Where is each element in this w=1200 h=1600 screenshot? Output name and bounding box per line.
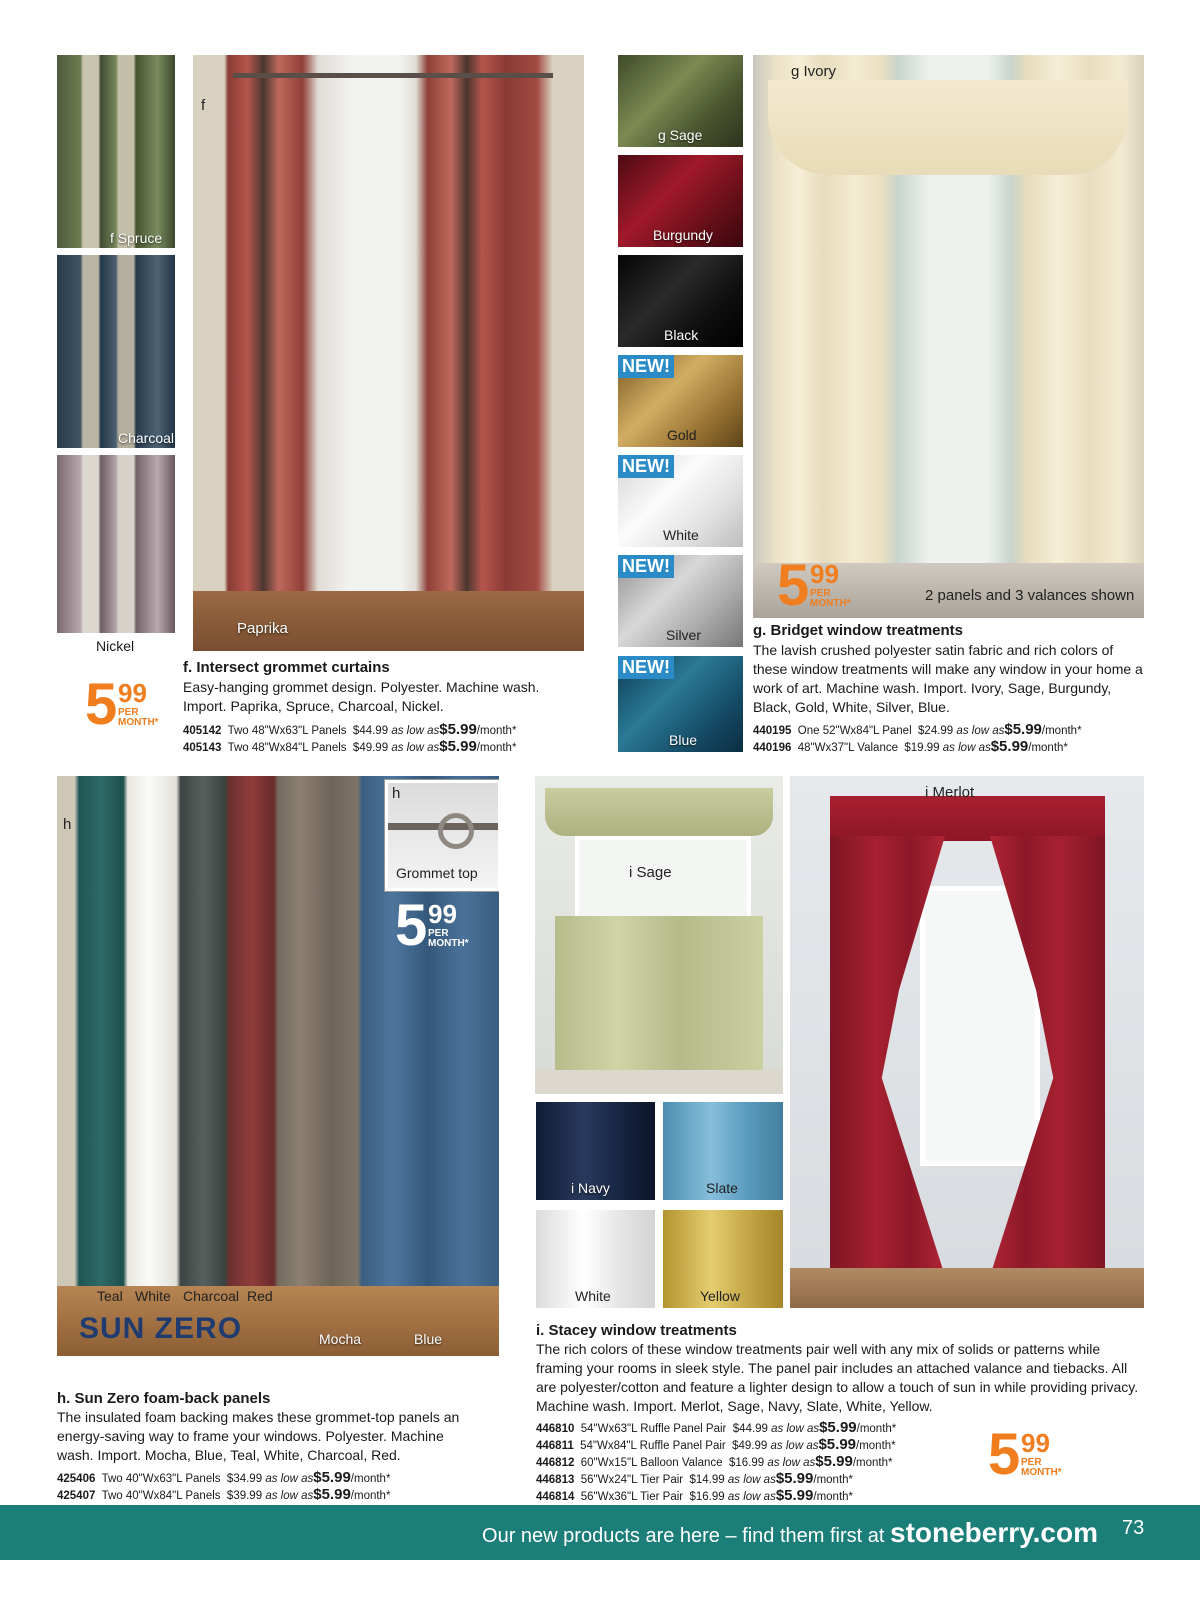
product-desc-f: Easy-hanging grommet design. Polyester. Machine wash. Import. Paprika, Spruce, Charcoal, Nickel. — [183, 679, 540, 714]
sage-label: i Sage — [629, 864, 672, 881]
paprika-curtain-photo — [193, 55, 584, 651]
product-desc-i: The rich colors of these window treatments pair well with any mix of solids or patterns while framing your rooms in sleek style. The panel pair includes an attached valance and tiebacks. All are polyester/cotton and feature a lighter design to allow a touch of sun in while providing privacy. Machine wash. Import. Merlot, Sage, Navy, Slate, White, Yellow. — [536, 1341, 1139, 1414]
shown-caption: 2 panels and 3 valances shown — [925, 587, 1135, 604]
merlot-label: i Merlot — [925, 784, 975, 801]
product-title-f: f. Intersect grommet curtains — [183, 659, 390, 676]
swatch-slate-photo: Slate — [663, 1102, 783, 1200]
swatch-blue-photo: NEW! Blue — [618, 656, 743, 752]
swatch-navy-photo: i Navy — [536, 1102, 655, 1200]
new-badge: NEW! — [618, 656, 674, 679]
price-badge-f: 5 99 PER MONTH* — [85, 672, 159, 737]
sun-zero-logo: SUN ZERO — [79, 1312, 243, 1345]
color-label: White — [135, 1288, 171, 1304]
price-badge-g: 5 99 PER MONTH* — [777, 553, 851, 618]
color-label: Charcoal — [183, 1288, 240, 1304]
merlot-curtain-photo — [790, 776, 1144, 1308]
price-badge-h: 5 99 PER MONTH* — [395, 893, 469, 958]
swatch-label: Nickel — [96, 638, 135, 654]
product-title-h: h. Sun Zero foam-back panels — [57, 1390, 271, 1407]
tier-curtain — [555, 916, 763, 1071]
page-number: 73 — [1122, 1517, 1145, 1539]
swatch-label: f Spruce — [110, 230, 163, 246]
sku-row: 425406 Two 40"Wx63"L Panels $34.99 as low as$5.99/month* — [57, 1469, 391, 1486]
swatch-gold-photo: NEW! Gold — [618, 355, 743, 447]
sku-row: 405142 Two 48"Wx63"L Panels $44.99 as low as$5.99/month* — [183, 721, 517, 738]
color-label: Teal — [97, 1288, 123, 1304]
balloon-valance — [545, 788, 773, 836]
product-title-i: i. Stacey window treatments — [536, 1322, 737, 1339]
valance — [768, 80, 1128, 175]
ivory-curtain-photo — [753, 55, 1144, 618]
curtain-rod — [233, 73, 553, 78]
paprika-label: Paprika — [237, 620, 288, 637]
ivory-label: g Ivory — [791, 63, 837, 80]
color-label: Mocha — [319, 1331, 362, 1347]
section-letter: f — [201, 97, 206, 114]
valance — [830, 796, 1105, 841]
sku-row: 446811 54"Wx84"L Ruffle Panel Pair $49.99 as low as$5.99/month* — [536, 1436, 896, 1453]
color-label: Blue — [414, 1331, 443, 1347]
sku-row: 425407 Two 40"Wx84"L Panels $39.99 as low as$5.99/month* — [57, 1486, 391, 1503]
grommet-icon — [438, 813, 474, 849]
sku-row: 446813 56"Wx24"L Tier Pair $14.99 as low as$5.99/month* — [536, 1470, 854, 1487]
footer-bar — [0, 1505, 1200, 1560]
sku-row: 446810 54"Wx63"L Ruffle Panel Pair $44.99 as low as$5.99/month* — [536, 1419, 897, 1436]
swatch-yellow-photo: Yellow — [663, 1210, 783, 1308]
color-label: Red — [247, 1288, 273, 1304]
product-title-g: g. Bridget window treatments — [753, 622, 964, 639]
swatch-black-photo: Black — [618, 255, 743, 347]
sage-tier-photo — [535, 776, 783, 1094]
counter — [535, 1070, 783, 1094]
swatch-label: Charcoal — [118, 430, 175, 446]
sku-row: 440195 One 52"Wx84"L Panel $24.99 as low as$5.99/month* — [753, 721, 1082, 738]
sku-row: 446812 60"Wx15"L Balloon Valance $16.99 as low as$5.99/month* — [536, 1453, 893, 1470]
swatch-sage-photo: g Sage — [618, 55, 743, 147]
product-desc-g: The lavish crushed polyester satin fabric and rich colors of these window treatments will make any window in your home a work of art. Machine wash. Import. Ivory, Sage, Burgundy, Black, Gold, White, Silver, Blue. — [753, 642, 1143, 715]
swatch-burgundy-photo: Burgundy — [618, 155, 743, 247]
sku-row: 440196 48"Wx37"L Valance $19.99 as low as$5.99/month* — [753, 738, 1068, 755]
swatch-spruce-photo — [57, 55, 175, 248]
new-badge: NEW! — [618, 555, 674, 578]
swatch-white-photo: NEW! White — [618, 455, 743, 547]
swatch-silver-photo: NEW! Silver — [618, 555, 743, 647]
swatch-nickel-photo — [57, 455, 175, 633]
swatch-charcoal-photo — [57, 255, 175, 448]
new-badge: NEW! — [618, 355, 674, 378]
sun-zero-panels-photo — [57, 776, 499, 1356]
footer-text: Our new products are here – find them first at stoneberry.com — [482, 1517, 1098, 1548]
sku-row: 405143 Two 48"Wx84"L Panels $49.99 as low as$5.99/month* — [183, 738, 517, 755]
swatch-white-i-photo: White — [536, 1210, 655, 1308]
site-link[interactable]: stoneberry.com — [890, 1517, 1098, 1548]
grommet-inset: h Grommet top — [385, 780, 499, 891]
new-badge: NEW! — [618, 455, 674, 478]
product-desc-h: The insulated foam backing makes these grommet-top panels an energy-saving way to frame your windows. Polyester. Machine wash. Import. Mocha, Blue, Teal, White, Charcoal, Red. — [57, 1409, 460, 1463]
floor — [790, 1268, 1144, 1308]
price-badge-i: 5 99 PER MONTH* — [988, 1422, 1062, 1487]
section-letter: h — [63, 816, 72, 833]
sku-row: 446814 56"Wx36"L Tier Pair $16.99 as low as$5.99/month* — [536, 1487, 854, 1504]
